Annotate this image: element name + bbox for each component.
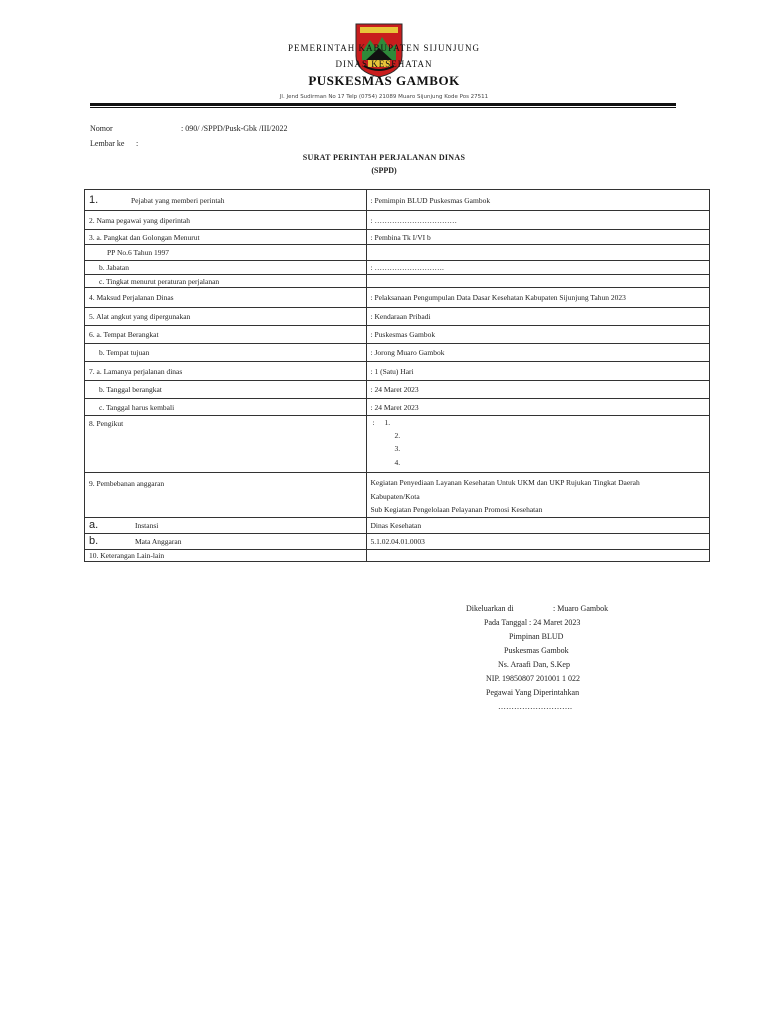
row3a-label: 3. a. Pangkat dan Golongan Menurut bbox=[85, 230, 367, 245]
table-row bbox=[85, 245, 710, 261]
lembar-label: Lembar ke bbox=[90, 139, 125, 148]
row9b-label-cell bbox=[85, 533, 367, 549]
table-row bbox=[85, 399, 710, 416]
row9-value-line3: Sub Kegiatan Pengelolaan Pelayanan Promosi Kesehatan bbox=[370, 505, 543, 514]
row1-label-cell bbox=[85, 190, 367, 211]
row7a-label: 7. a. Lamanya perjalanan dinas bbox=[85, 362, 367, 381]
row5-label: 5. Alat angkut yang dipergunakan bbox=[85, 308, 367, 326]
row7b-value: : 24 Maret 2023 bbox=[366, 381, 709, 399]
row10-label: 10. Keterangan Lain-lain bbox=[85, 549, 367, 561]
pengikut-item-3: 3. bbox=[394, 444, 401, 453]
header-divider-thick bbox=[90, 103, 676, 106]
row9-value-line1: Kegiatan Penyediaan Layanan Kesehatan Untuk UKM dan UKP Rujukan Tingkat Daerah bbox=[370, 478, 640, 487]
lembar-colon: : bbox=[136, 139, 139, 148]
table-row bbox=[85, 326, 710, 344]
row9a-label: Instansi bbox=[135, 521, 159, 530]
row3b-value: : ………………………. bbox=[366, 261, 709, 275]
row9-value-cell bbox=[366, 473, 709, 518]
document-abbreviation: (SPPD) bbox=[371, 166, 397, 175]
row4-label: 4. Maksud Perjalanan Dinas bbox=[85, 288, 367, 308]
row6b-label: b. Tempat tujuan bbox=[99, 348, 150, 357]
row2-value: : …………………………… bbox=[366, 211, 709, 230]
row7c-label: c. Tanggal harus kembali bbox=[99, 402, 175, 412]
nomor-label: Nomor bbox=[90, 124, 113, 133]
recipient-dots: ………………………. bbox=[498, 702, 572, 711]
row7b-label-cell bbox=[85, 381, 367, 399]
row3b-label-cell bbox=[85, 261, 367, 275]
row3a2-value bbox=[366, 245, 709, 261]
table-row bbox=[85, 288, 710, 308]
row3a-value: : Pembina Tk I/VI b bbox=[366, 230, 709, 245]
table-row bbox=[85, 261, 710, 275]
header-address: Jl. Jend Sudirman No 17 Telp (0754) 21089 Muaro Sijunjung Kode Pos 27511 bbox=[279, 94, 489, 100]
nomor-value: : 090/ /SPPD/Pusk-Gbk /III/2022 bbox=[181, 124, 288, 133]
row2-label: 2. Nama pegawai yang diperintah bbox=[85, 211, 367, 230]
row7b-label: b. Tanggal berangkat bbox=[99, 385, 162, 394]
signer-position-2: Puskesmas Gambok bbox=[504, 646, 569, 655]
recipient-label: Pegawai Yang Diperintahkan bbox=[486, 688, 580, 697]
row8-value-cell bbox=[366, 416, 709, 473]
row3a2-label: PP No.6 Tahun 1997 bbox=[107, 248, 169, 257]
header-government-line: PEMERINTAH KABUPATEN SIJUNJUNG bbox=[288, 43, 480, 53]
row1-number: 1. bbox=[89, 194, 99, 206]
header-department-line: DINAS KESEHATAN bbox=[335, 59, 433, 69]
row9a-number: a. bbox=[89, 519, 99, 531]
pengikut-colon: : bbox=[372, 418, 375, 427]
header-title: PUSKESMAS GAMBOK bbox=[308, 73, 460, 88]
row9b-value: 5.1.02.04.01.0003 bbox=[366, 533, 709, 549]
row4-value: : Pelaksanaan Pengumpulan Data Dasar Kesehatan Kabupaten Sijunjung Tahun 2023 bbox=[366, 288, 709, 308]
issued-at-value: : Muaro Gambok bbox=[553, 604, 609, 613]
row9-label: 9. Pembebanan anggaran bbox=[85, 473, 367, 518]
row3c-label: c. Tingkat menurut peraturan perjalanan bbox=[99, 276, 220, 286]
row7c-value: : 24 Maret 2023 bbox=[366, 399, 709, 416]
row8-label: 8. Pengikut bbox=[85, 416, 367, 473]
pengikut-list bbox=[371, 418, 705, 472]
row6a-value: : Puskesmas Gambok bbox=[366, 326, 709, 344]
issued-at-label: Dikeluarkan di bbox=[466, 604, 514, 613]
signer-nip: NIP. 19850807 201001 1 022 bbox=[486, 674, 581, 683]
row10-value bbox=[366, 549, 709, 561]
row1-value: : Pemimpin BLUD Puskesmas Gambok bbox=[366, 190, 709, 211]
row6a-label: 6. a. Tempat Berangkat bbox=[85, 326, 367, 344]
sppd-table bbox=[84, 189, 710, 562]
row6b-label-cell bbox=[85, 344, 367, 362]
table-row bbox=[85, 533, 710, 549]
pengikut-item-2: 2. bbox=[394, 431, 401, 440]
pengikut-item-4: 4. bbox=[394, 458, 401, 467]
header-divider-thin bbox=[90, 107, 676, 108]
signer-name: Ns. Araafi Dan, S.Kep bbox=[498, 660, 570, 669]
row9b-number: b. bbox=[89, 535, 99, 547]
table-row bbox=[85, 275, 710, 288]
table-row bbox=[85, 381, 710, 399]
signer-position-1: Pimpinan BLUD bbox=[509, 632, 564, 641]
table-row bbox=[85, 416, 710, 473]
table-row bbox=[85, 473, 710, 518]
row6b-value: : Jorong Muaro Gambok bbox=[366, 344, 709, 362]
table-row bbox=[85, 344, 710, 362]
row3b-label: b. Jabatan bbox=[99, 263, 129, 272]
row9b-label: Mata Anggaran bbox=[135, 537, 182, 546]
table-row bbox=[85, 190, 710, 211]
row3a2-label-cell bbox=[85, 245, 367, 261]
row7a-value: : 1 (Satu) Hari bbox=[366, 362, 709, 381]
row3c-value bbox=[366, 275, 709, 288]
table-row bbox=[85, 230, 710, 245]
table-row bbox=[85, 549, 710, 561]
document-title: SURAT PERINTAH PERJALANAN DINAS bbox=[302, 153, 466, 162]
pengikut-item-1: 1. bbox=[384, 418, 391, 427]
row7c-label-cell bbox=[85, 399, 367, 416]
table-row bbox=[85, 211, 710, 230]
row5-value: : Kendaraan Pribadi bbox=[366, 308, 709, 326]
table-row bbox=[85, 308, 710, 326]
row9-value-line2: Kabupaten/Kota bbox=[370, 491, 420, 501]
row9a-value: Dinas Kesehatan bbox=[366, 517, 709, 533]
table-row bbox=[85, 362, 710, 381]
row1-label: Pejabat yang memberi perintah bbox=[131, 196, 225, 205]
table-row bbox=[85, 517, 710, 533]
row9a-label-cell bbox=[85, 517, 367, 533]
row3c-label-cell bbox=[85, 275, 367, 288]
issued-date: Pada Tanggal : 24 Maret 2023 bbox=[484, 618, 581, 627]
